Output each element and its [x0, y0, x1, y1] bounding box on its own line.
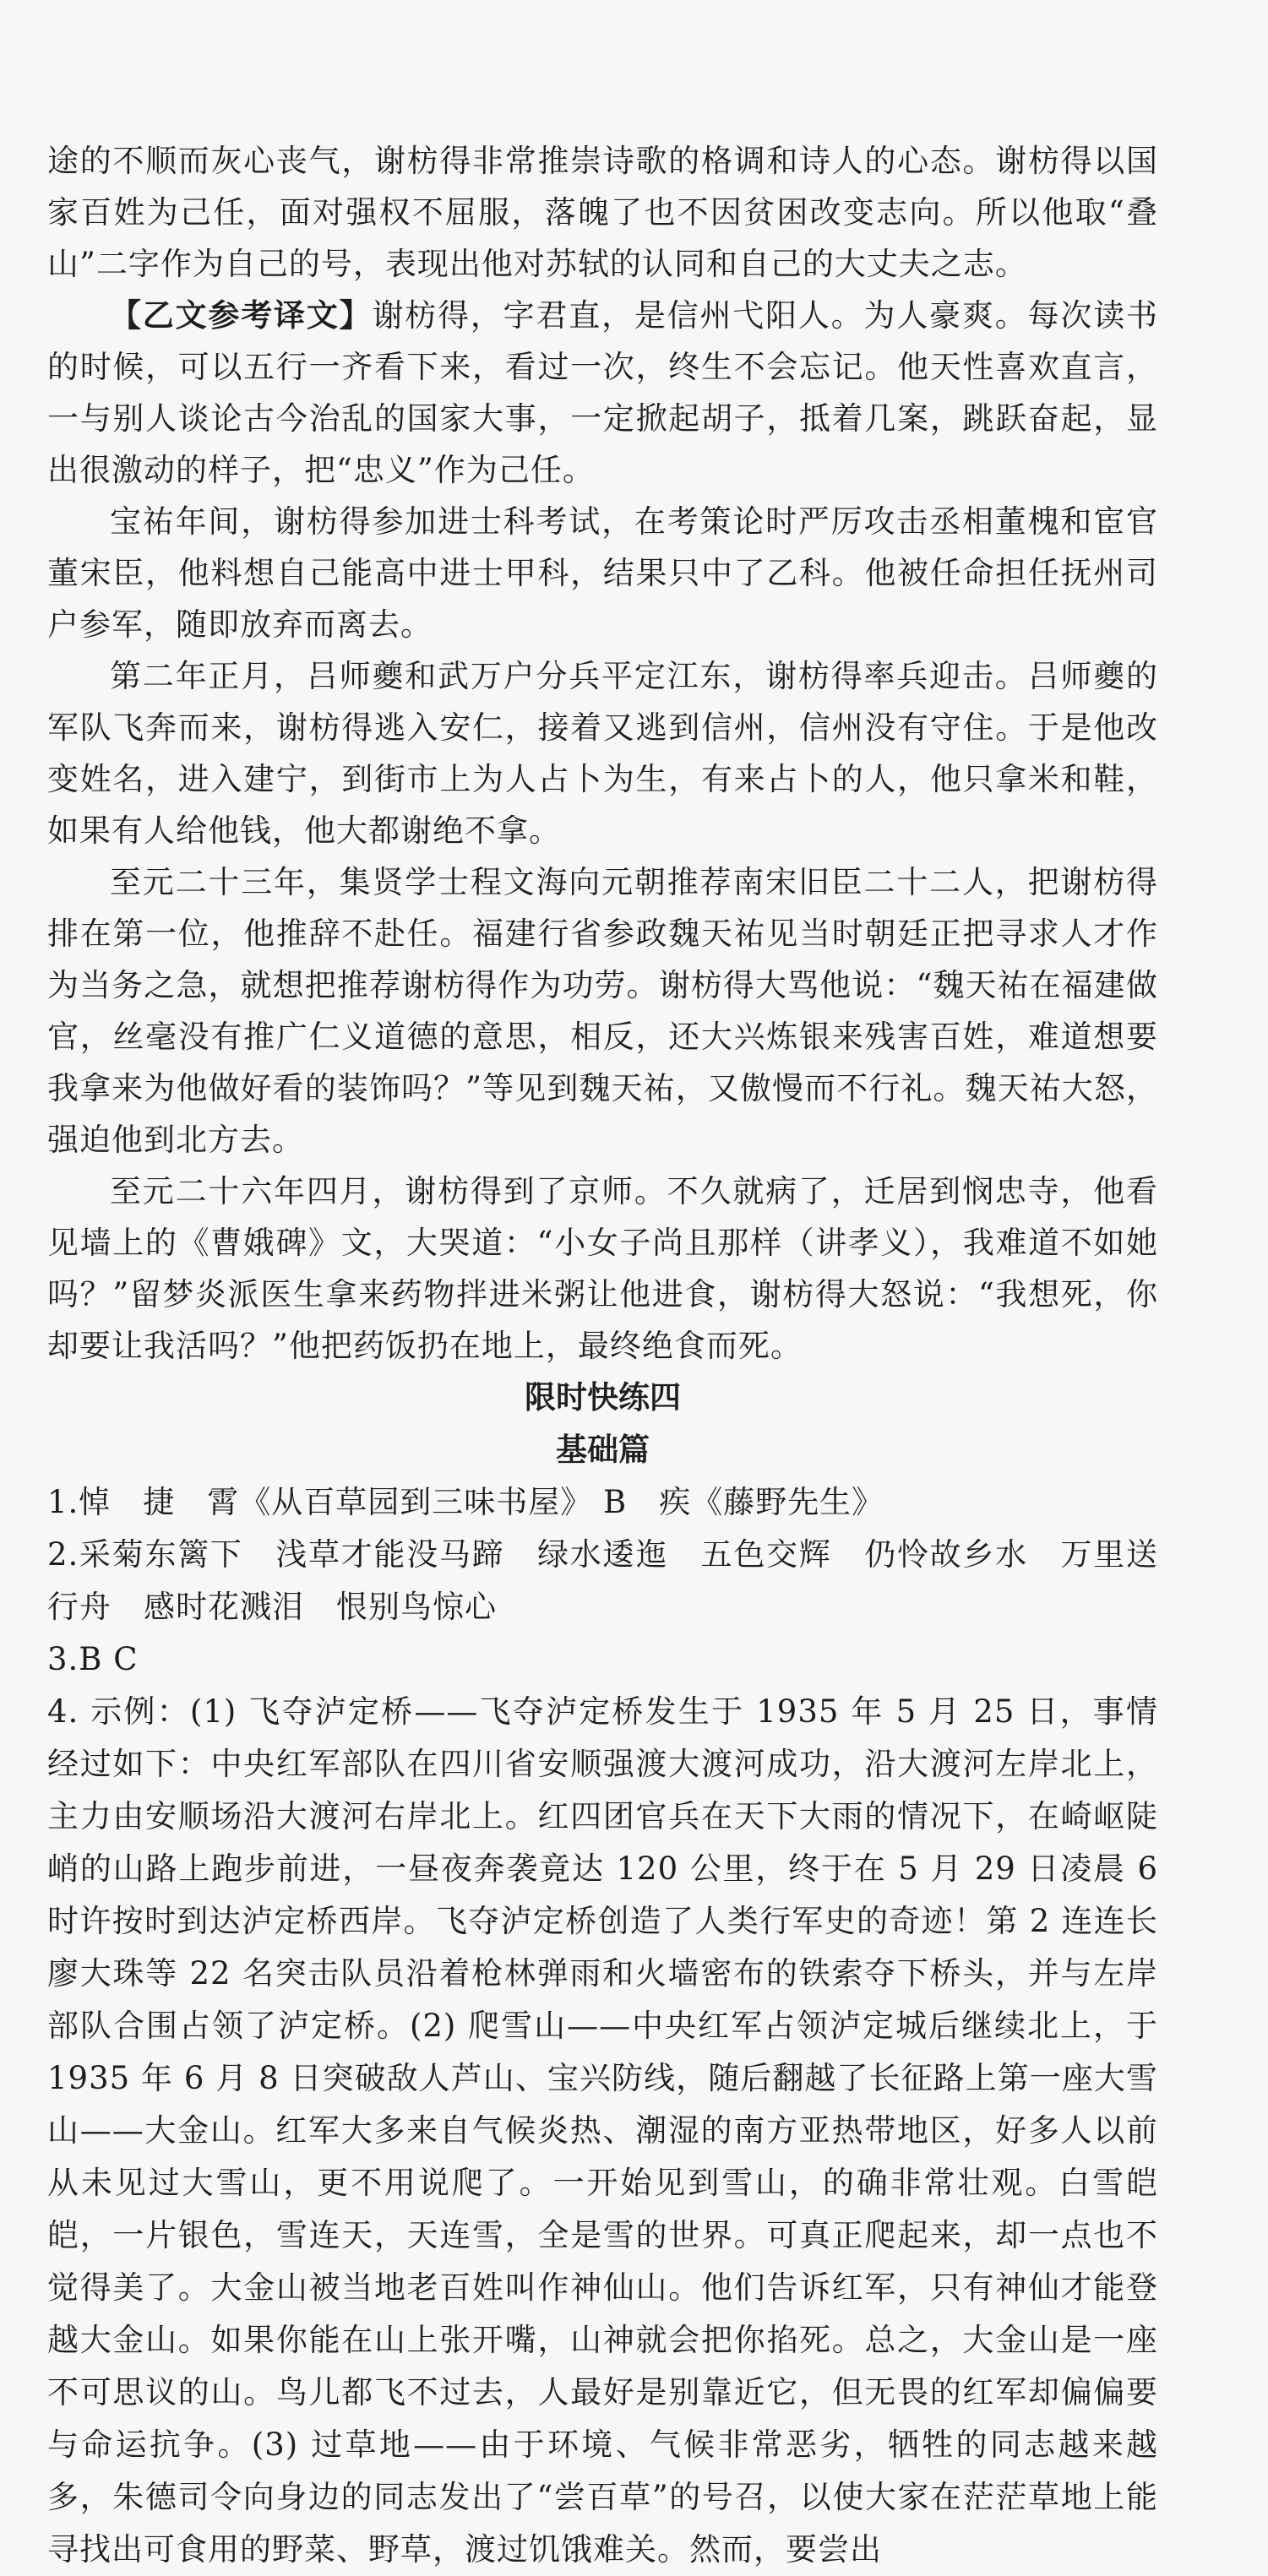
previous-paragraph: 途的不顺而灰心丧气，谢枋得非常推崇诗歌的格调和诗人的心态。谢枋得以国家百姓为己任，面对强权不屈服，落魄了也不因贫困改变志向。所以他取“叠山”二字作为自己的号，表现出他对苏轼的认同和自己的大丈夫之志。 [47, 143, 1158, 282]
translation-paragraph-3: 第二年正月，吕师夔和武万户分兵平定江东，谢枋得率兵迎击。吕师夔的军队飞奔而来，谢枋得逃入安仁，接着又逃到信州，信州没有守住。于是他改变姓名，进入建宁，到街市上为人占卜为生，有来占卜的人，他只拿米和鞋，如果有人给他钱，他大都谢绝不拿。 [47, 658, 1158, 849]
translation-text-1: 谢枋得，字君直，是信州弋阳人。为人豪爽。每次读书的时候，可以五行一齐看下来，看过一次，终生不会忘记。他天性喜欢直言，一与别人谈论古今治乱的国家大事，一定掀起胡子，抵着几案，跳跃奋起，显出很激动的样子，把“忠义”作为己任。 [47, 297, 1159, 488]
answer-3: 3.B C [47, 1641, 139, 1677]
answer-1: 1.悼 捷 霄《从百草园到三味书屋》 B 疾《藤野先生》 [47, 1484, 884, 1520]
section-title: 限时快练四 [525, 1379, 681, 1416]
translation-paragraph-1 [47, 290, 1158, 496]
subsection-title: 基础篇 [556, 1432, 650, 1468]
translation-paragraph-2: 宝祐年间，谢枋得参加进士科考试，在考策论时严厉攻击丞相董槐和宦官董宋臣，他料想自己能高中进士甲科，结果只中了乙科。他被任命担任抚州司户参军，随即放弃而离去。 [47, 503, 1158, 643]
translation-paragraph-4: 至元二十三年，集贤学士程文海向元朝推荐南宋旧臣二十二人，把谢枋得排在第一位，他推辞不赴任。福建行省参政魏天祐见当时朝廷正把寻求人才作为当务之急，就想把推荐谢枋得作为功劳。谢枋得大骂他说：“魏天祐在福建做官，丝毫没有推广仁义道德的意思，相反，还大兴炼银来残害百姓，难道想要我拿来为他做好看的装饰吗？”等见到魏天祐，又傲慢而不行礼。魏天祐大怒，强迫他到北方去。 [47, 864, 1158, 1158]
translation-tag: 【乙文参考译文】 [110, 296, 373, 334]
translation-paragraph-5: 至元二十六年四月，谢枋得到了京师。不久就病了，迁居到悯忠寺，他看见墙上的《曹娥碑》文，大哭道：“小女子尚且那样（讲孝义），我难道不如她吗？”留梦炎派医生拿来药物拌进米粥让他进食，谢枋得大怒说：“我想死，你却要让我活吗？”他把药饭扔在地上，最终绝食而死。 [47, 1173, 1158, 1364]
answer-4: 4. 示例：(1) 飞夺泸定桥——飞夺泸定桥发生于 1935 年 5 月 25 日，事情经过如下：中央红军部队在四川省安顺强渡大渡河成功，沿大渡河左岸北上，主力由安顺场沿大渡河右岸北上。红四团官兵在天下大雨的情况下，在崎岖陡峭的山路上跑步前进，一昼夜奔袭竟达 120 公里，终于在 5 月 29 日凌晨 6 时许按时到达泸定桥西岸。飞夺泸定桥创造了人类行军史的奇迹！第 2 连连长廖大珠等 22 名突击队员沿着枪林弹雨和火墙密布的铁索夺下桥头，并与左岸部队合围占领了泸定桥。(2) 爬雪山——中央红军占领泸定城后继续北上，于 1935 年 6 月 8 日突破敌人芦山、宝兴防线，随后翻越了长征路上第一座大雪山——大金山。红军大多来自气候炎热、潮湿的南方亚热带地区，好多人以前从未见过大雪山，更不用说爬了。一开始见到雪山，的确非常壮观。白雪皑皑，一片银色，雪连天，天连雪，全是雪的世界。可真正爬起来，却一点也不觉得美了。大金山被当地老百姓叫作神仙山。他们告诉红军，只有神仙才能登越大金山。如果你能在山上张开嘴，山神就会把你掐死。总之，大金山是一座不可思议的山。鸟儿都飞不过去，人最好是别靠近它，但无畏的红军却偏偏要与命运抗争。(3) 过草地——由于环境、气候非常恶劣，牺牲的同志越来越多，朱德司令向身边的同志发出了“尝百草”的号召，以使大家在茫茫草地上能寻找出可食用的野菜、野草，渡过饥饿难关。然而，要尝出 [47, 1693, 1158, 2568]
answer-2: 2.采菊东篱下 浅草才能没马蹄 绿水逶迤 五色交辉 仍怜故乡水 万里送行舟 感时花溅泪 恨别鸟惊心 [47, 1536, 1158, 1625]
